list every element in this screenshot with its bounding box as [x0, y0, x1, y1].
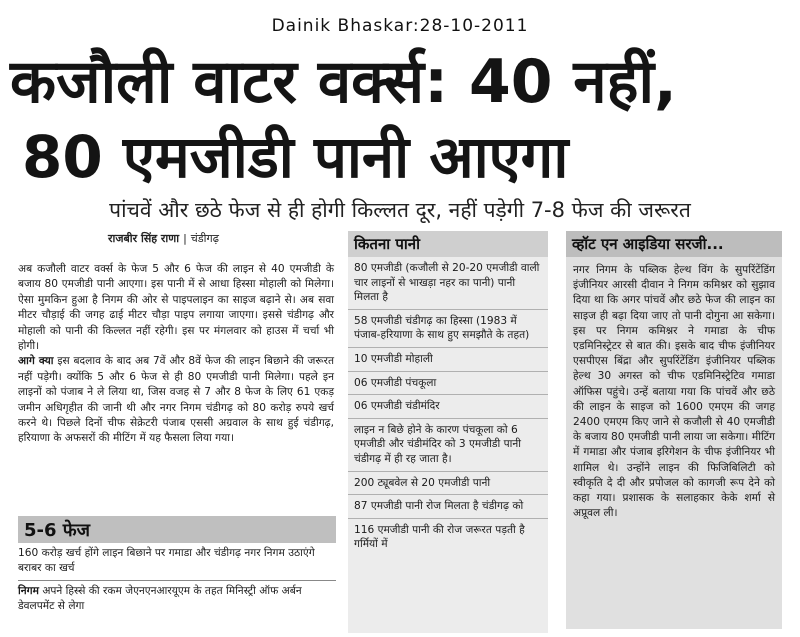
- water-stats-sidebar: [348, 231, 548, 633]
- water-stats-item: 200 ट्यूबवेल से 20 एमजीडी पानी: [348, 472, 548, 496]
- water-stats-item: लाइन न बिछे होने के कारण पंचकूला को 6 एमजीडी और चंडीमंदिर को 3 एमजीडी पानी चंडीगढ़ में ही रह जाता है।: [348, 419, 548, 472]
- byline-city: चंडीगढ़: [190, 232, 219, 245]
- idea-sidebar: [566, 231, 782, 629]
- phase-note-2: [18, 584, 336, 613]
- article-paragraph-2-lead: आगे क्या: [18, 355, 54, 368]
- water-stats-item: 58 एमजीडी चंडीगढ़ का हिस्सा (1983 में पंजाब-हरियाणा के साथ हुए समझौते के तहत): [348, 310, 548, 348]
- article-paragraph-2: [18, 354, 334, 446]
- headline-line-2: 80 एमजीडी पानी आएगा: [22, 123, 569, 191]
- water-stats-title: कितना पानी: [348, 231, 548, 257]
- water-stats-item: 10 एमजीडी मोहाली: [348, 348, 548, 372]
- byline-separator: |: [183, 232, 187, 245]
- phase-note-2-text: अपने हिस्से की रकम जेएनएनआरयूएम के तहत मिनिस्ट्री ऑफ अर्बन डेवलपमेंट से लेगा: [18, 585, 302, 612]
- headline-line-1: कजौली वाटर वर्क्स: 40 नहीं,: [10, 47, 677, 117]
- article-body: [18, 262, 334, 447]
- water-stats-item: 80 एमजीडी (कजौली से 20-20 एमजीडी वाली चार लाइनों से भाखड़ा नहर का पानी) पानी मिलता है: [348, 257, 548, 310]
- article-paragraph-1: अब कजौली वाटर वर्क्स के फेज 5 और 6 फेज की लाइन से 40 एमजीडी के बजाय 80 एमजीडी पानी आएगा। इस पानी में से आधा हिस्सा मोहाली को मिलेगा। ऐसा मुमकिन हुआ है निगम की ओर से पाइपलाइन का साइज बढ़ाने से। अब सवा मीटर चौड़ाई की जगह ढाई मीटर चौड़ा पाइप लगाया जाएगा। इससे चंडीगढ़ और मोहाली को पानी की किल्लत नहीं रहेगी। इस पर मंगलवार को हाउस में चर्चा भी होगी।: [18, 263, 334, 353]
- subheadline: पांचवें और छठे फेज से ही होगी किल्लत दूर, नहीं पड़ेगी 7-8 फेज की जरूरत: [109, 198, 691, 222]
- water-stats-item: 116 एमजीडी पानी की रोज जरूरत पड़ती है गर्मियों में: [354, 523, 525, 551]
- byline: [108, 231, 219, 246]
- phase-box-title: 5-6 फेज: [18, 516, 336, 543]
- idea-sidebar-title: व्हॉट एन आइडिया सरजी...: [566, 231, 782, 257]
- phase-note-1: 160 करोड़ खर्च होंगे लाइन बिछाने पर गमाडा और चंडीगढ़ नगर निगम उठाएंगे बराबर का खर्च: [18, 547, 315, 574]
- article-paragraph-2-text: इस बदलाव के बाद अब 7वें और 8वें फेज की लाइन बिछाने की जरूरत नहीं पड़ेगी। क्योंकि 5 और 6 फेज से ही 80 एमजीडी पानी मिलेगा। पहले इन लाइनों को पंजाब ने ले लिया था, जिस वजह से 7 और 8 फेज के लिए 61 एकड़ जमीन अधिगृहीत की जानी थी और नगर निगम चंडीगढ़ को 80 करोड़ रुपये खर्च करने थे। पिछले दिनों चीफ सेक्रेटरी पंजाब एससी अग्रवाल के साथ हुई चंडीगढ़, हरियाणा के अफसरों की मीटिंग में यह फैसला लिया गया।: [18, 355, 334, 445]
- phase-divider: [18, 580, 336, 581]
- water-stats-item: 87 एमजीडी पानी रोज मिलता है चंडीगढ़ को: [348, 495, 548, 519]
- newspaper-source: Dainik Bhaskar:28-10-2011: [271, 16, 529, 36]
- idea-sidebar-text: नगर निगम के पब्लिक हेल्थ विंग के सुपरिंटेंडिंग इंजीनियर आरसी दीवान ने निगम कमिश्नर को सुझाव दिया था कि अगर पांचवें और छठे फेज की लाइन का साइज ही बढ़ा दिया जाए तो पानी दोगुना आ सकेगा। इस पर निगम कमिश्नर ने गमाडा के चीफ एडमिनिस्ट्रेटर से बात की। इसके बाद चीफ इंजीनियर एसपीएस बिंद्रा और सुपरिंटेंडिंग इंजीनियर पब्लिक हेल्थ 30 अगस्त को चीफ एडमिनिस्ट्रेटिव गमाडा ऑफिस पहुंचे। उन्हें बताया गया कि पांचवें और छठे की लाइन के साइज को 1600 एमएम की जगह 2400 एमएम किए जाने से कजौली से 40 एमजीडी के बजाय 80 एमजीडी पानी लाया जा सकेगा। मीटिंग में गमाडा और पंजाब इरिगेशन के चीफ इंजीनियर भी शामिल थे। उन्होंने लाइन की फिजिबिलिटी को स्वीकृति दे दी और प्रपोजल को कागजी रूप देने को कहा गया। प्रशासक के सलाहकार केके शर्मा से अप्रूवल ली।: [573, 264, 775, 520]
- byline-author: राजबीर सिंह राणा: [108, 232, 180, 245]
- water-stats-item: 06 एमजीडी चंडीमंदिर: [348, 395, 548, 419]
- phase-note-2-lead: निगम: [18, 585, 39, 597]
- water-stats-item: 06 एमजीडी पंचकूला: [348, 372, 548, 396]
